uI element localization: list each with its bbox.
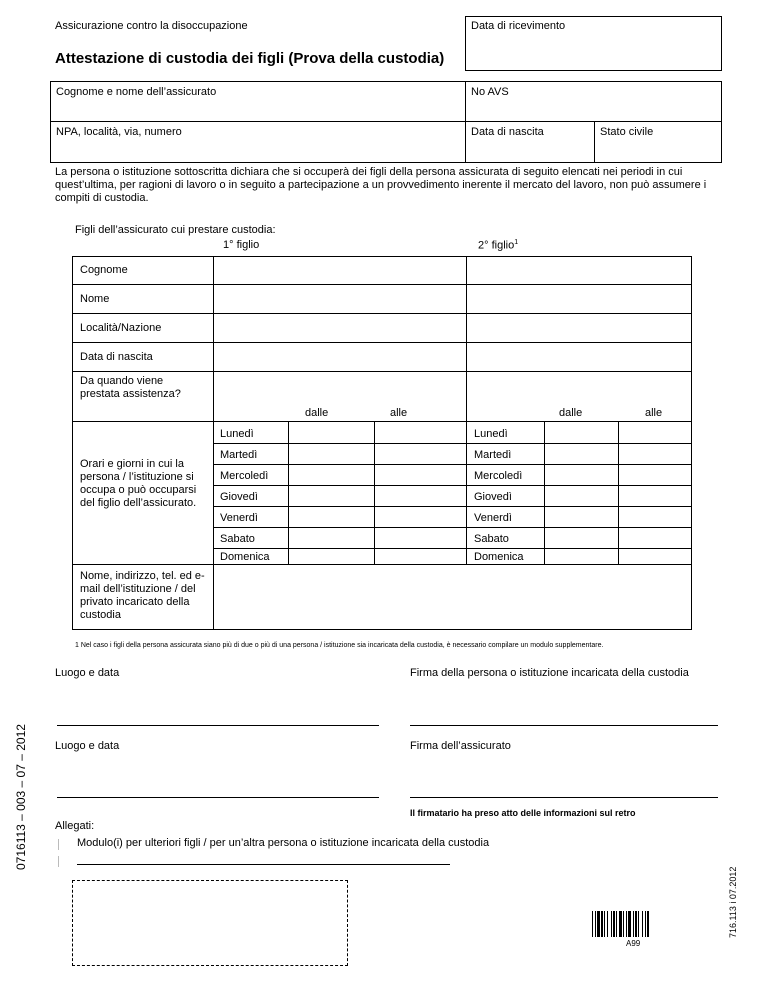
place-date-label-2: Luogo e data (55, 740, 120, 752)
row-location: Località/Nazione (80, 322, 162, 334)
insured-signature-line[interactable] (410, 797, 718, 798)
barcode-bar (597, 911, 600, 937)
org-name: Assicurazione contro la disoccupazione (55, 20, 248, 32)
avs-label: No AVS (471, 86, 509, 98)
child1-day-saturday: Sabato (220, 533, 255, 545)
barcode-bar (616, 911, 617, 937)
attachment-other-line[interactable] (77, 864, 450, 865)
signatory-note: Il firmatario ha preso atto delle informazioni sul retro (410, 808, 636, 818)
child1-surname-field[interactable] (214, 257, 465, 284)
barcode-bar (592, 911, 593, 937)
child1-from-label: dalle (305, 407, 329, 419)
child1-day-sunday: Domenica (220, 551, 270, 563)
children-heading: Figli dell’assicurato cui prestare custodia: (75, 224, 276, 236)
barcode-bar (595, 911, 596, 937)
child2-location-field[interactable] (467, 314, 691, 342)
birth-date-field[interactable] (466, 140, 593, 162)
insured-name-field[interactable] (51, 100, 464, 120)
child2-day-tuesday: Martedì (474, 449, 512, 461)
child1-birth-field[interactable] (214, 343, 465, 371)
child1-day-monday: Lunedì (220, 428, 254, 440)
insured-name-label: Cognome e nome dell’assicurato (56, 86, 217, 98)
place-date-line-1[interactable] (57, 725, 379, 726)
child1-day-thursday: Giovedì (220, 491, 258, 503)
barcode-bar (611, 911, 612, 937)
child2-to-label: alle (645, 407, 663, 419)
barcode-bar (647, 911, 649, 937)
form-code-right: 716.113 i 07.2012 (728, 866, 738, 938)
insured-signature-label: Firma dell’assicurato (410, 740, 511, 752)
child2-care-since-field[interactable] (467, 372, 691, 401)
declaration-text: La persona o istituzione sottoscritta dichiara che si occuperà dei figli della persona assicurata di seguito elencati nei periodi in cui quest’ultima, per ragioni di lavoro o in seguito a partecipazione a un provvedimento inerente il mercato del lavoro, non può assumere i compiti di custodia. (55, 166, 707, 204)
attachment-checkbox-1[interactable] (58, 839, 59, 850)
child2-birth-field[interactable] (467, 343, 691, 371)
barcode-bar (638, 911, 639, 937)
child2-surname-field[interactable] (467, 257, 691, 284)
child2-day-friday: Venerdì (474, 512, 512, 524)
footnote: 1 Nel caso i figli della persona assicurata siano più di due o più di una persona / istituzione sia incaricata della custodia, è necessario compilare un modulo supplementare. (75, 642, 604, 649)
col-child1: 1° figlio (223, 239, 260, 251)
avs-field[interactable] (466, 100, 721, 120)
child1-care-since-field[interactable] (214, 372, 465, 401)
barcode-bar (626, 911, 627, 937)
barcode-bar (604, 911, 605, 937)
child2-day-sunday: Domenica (474, 551, 524, 563)
child1-name-field[interactable] (214, 285, 465, 313)
address-label: NPA, località, via, numero (56, 126, 182, 138)
barcode-bar (607, 911, 608, 937)
birth-date-label: Data di nascita (471, 126, 544, 138)
child2-name-field[interactable] (467, 285, 691, 313)
schedule-label: Orari e giorni in cui la persona / l’istituzione si occupa o può occuparsi del figlio dell’assicurato. (80, 458, 197, 509)
row-surname: Cognome (80, 264, 128, 276)
barcode-text: A99 (626, 939, 641, 948)
child1-day-friday: Venerdì (220, 512, 258, 524)
civil-status-label: Stato civile (600, 126, 654, 138)
barcode-bar (613, 911, 615, 937)
barcode-bar (619, 911, 622, 937)
received-date-label: Data di ricevimento (471, 20, 566, 32)
child2-from-label: dalle (559, 407, 583, 419)
attachments-label: Allegati: (55, 820, 95, 832)
form-code-left: 0716113 – 003 – 07 – 2012 (14, 724, 28, 870)
barcode-bar (635, 911, 637, 937)
row-care-since: Da quando viene prestata assistenza? (80, 375, 181, 400)
place-date-label-1: Luogo e data (55, 667, 120, 679)
contact-field[interactable] (214, 565, 691, 629)
child1-location-field[interactable] (214, 314, 465, 342)
barcode-bar (642, 911, 643, 937)
address-field[interactable] (51, 140, 464, 162)
attachment-item-1: Modulo(i) per ulteriori figli / per un’altra persona o istituzione incaricata della custodia (77, 837, 490, 849)
child2-day-saturday: Sabato (474, 533, 509, 545)
stamp-area (72, 880, 348, 966)
child2-day-thursday: Giovedì (474, 491, 512, 503)
child1-day-tuesday: Martedì (220, 449, 258, 461)
col-child2: 2° figlio$^1$ (478, 239, 519, 252)
barcode-bar (633, 911, 634, 937)
child2-day-monday: Lunedì (474, 428, 508, 440)
barcode-bar (623, 911, 624, 937)
attachment-checkbox-2[interactable] (58, 856, 59, 867)
custodian-signature-line[interactable] (410, 725, 718, 726)
page-title: Attestazione di custodia dei figli (Prova della custodia) (55, 50, 445, 67)
received-date-field[interactable] (465, 16, 722, 71)
child1-to-label: alle (390, 407, 408, 419)
contact-label: Nome, indirizzo, tel. ed e-mail dell’istituzione / del privato incaricato della custodia (80, 570, 205, 621)
barcode-bar (628, 911, 631, 937)
place-date-line-2[interactable] (57, 797, 379, 798)
barcode-bar (601, 911, 603, 937)
child1-day-wednesday: Mercoledì (220, 470, 269, 482)
row-birth-date: Data di nascita (80, 351, 153, 363)
row-first-name: Nome (80, 293, 110, 305)
child2-day-wednesday: Mercoledì (474, 470, 523, 482)
barcode-bar (645, 911, 646, 937)
barcode (592, 911, 682, 937)
custodian-signature-label: Firma della persona o istituzione incaricata della custodia (410, 667, 689, 679)
civil-status-field[interactable] (595, 140, 721, 162)
